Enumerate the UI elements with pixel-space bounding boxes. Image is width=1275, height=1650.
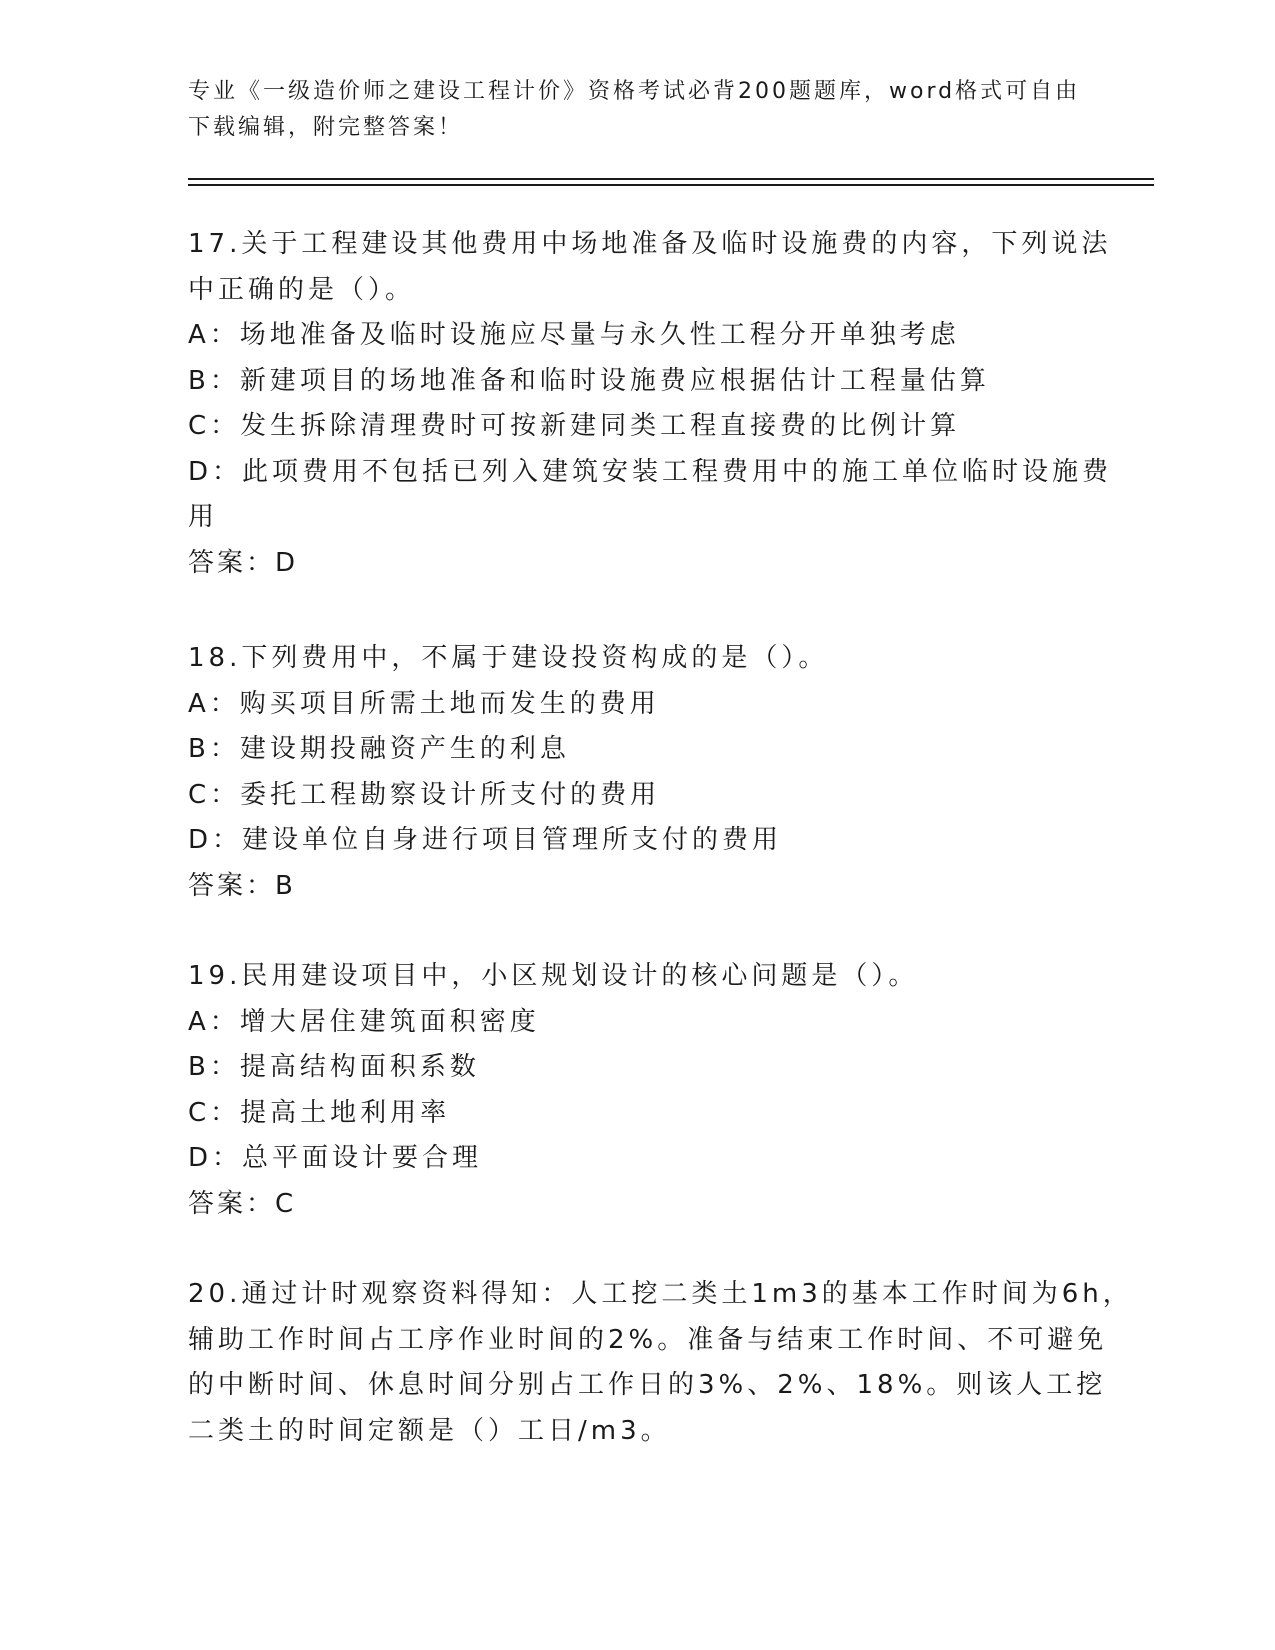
answer: 答案：D bbox=[188, 547, 299, 578]
option-c: C：提高土地利用率 bbox=[188, 1097, 451, 1128]
intro-line-2: 下载编辑，附完整答案！ bbox=[188, 115, 464, 140]
question-stem: 18.下列费用中，不属于建设投资构成的是（）。 bbox=[188, 643, 829, 673]
option-d: D：建设单位自身进行项目管理所支付的费用 bbox=[188, 825, 783, 855]
question-17 bbox=[188, 222, 1113, 586]
option-b: B：新建项目的场地准备和临时设施费应根据估计工程量估算 bbox=[188, 365, 990, 396]
answer: 答案：B bbox=[188, 870, 296, 901]
option-d: D：此项费用不包括已列入建筑安装工程费用中的施工单位临时设施费 bbox=[188, 456, 1113, 487]
question-19 bbox=[188, 954, 1088, 1227]
question-stem-cont: 二类土的时间定额是（）工日/m3。 bbox=[188, 1415, 671, 1446]
question-stem-cont: 辅助工作时间占工序作业时间的2%。准备与结束工作时间、不可避免 bbox=[188, 1324, 1108, 1355]
intro-line-1: 专业《一级造价师之建设工程计价》资格考试必背200题题库，word格式可自由 bbox=[188, 79, 1081, 104]
option-b: B：建设期投融资产生的利息 bbox=[188, 734, 570, 764]
question-20 bbox=[188, 1272, 1133, 1454]
option-b: B：提高结构面积系数 bbox=[188, 1052, 480, 1082]
question-18 bbox=[188, 636, 1088, 909]
document-intro bbox=[188, 74, 1088, 146]
question-stem-cont: 的中断时间、休息时间分别占工作日的3%、2%、18%。则该人工挖 bbox=[188, 1370, 1107, 1400]
header-divider-top bbox=[188, 178, 1154, 180]
option-c: C：委托工程勘察设计所支付的费用 bbox=[188, 779, 661, 810]
question-stem: 19.民用建设项目中，小区规划设计的核心问题是（）。 bbox=[188, 961, 919, 991]
option-a: A：购买项目所需土地而发生的费用 bbox=[188, 688, 660, 719]
option-a: A：增大居住建筑面积密度 bbox=[188, 1006, 540, 1037]
question-stem: 17.关于工程建设其他费用中场地准备及临时设施费的内容，下列说法 bbox=[188, 229, 1112, 259]
option-a: A：场地准备及临时设施应尽量与永久性工程分开单独考虑 bbox=[188, 320, 960, 350]
question-stem-cont: 中正确的是（）。 bbox=[188, 274, 416, 305]
option-d: D：总平面设计要合理 bbox=[188, 1143, 483, 1173]
answer: 答案：C bbox=[188, 1188, 297, 1219]
option-c: C：发生拆除清理费时可按新建同类工程直接费的比例计算 bbox=[188, 411, 961, 441]
option-d-cont: 用 bbox=[188, 502, 219, 532]
question-stem: 20.通过计时观察资料得知：人工挖二类土1m3的基本工作时间为6h， bbox=[188, 1279, 1133, 1309]
header-divider-bottom bbox=[188, 184, 1154, 186]
